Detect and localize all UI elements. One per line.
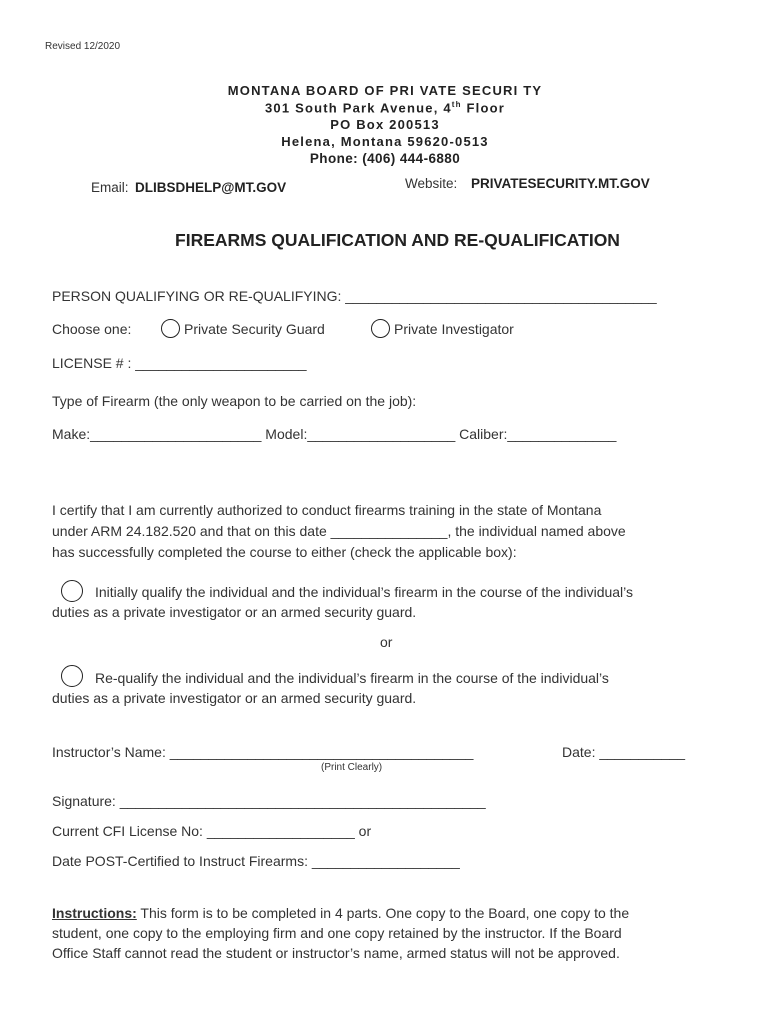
instructions-line-1	[52, 905, 629, 921]
address-line-3: Helena, Montana 59620-0513	[281, 134, 489, 149]
signature-field[interactable]: Signature: _______________________________________________	[52, 793, 486, 809]
license-field[interactable]: LICENSE # : ______________________	[52, 355, 307, 371]
option-requalify-line-2: duties as a private investigator or an armed security guard.	[52, 690, 417, 706]
firearm-type-label: Type of Firearm (the only weapon to be carried on the job):	[52, 393, 417, 409]
revised-date: Revised 12/2020	[45, 41, 121, 52]
website-label: Website:	[405, 176, 458, 191]
website-value: PRIVATESECURITY.MT.GOV	[471, 176, 650, 191]
certify-line-2: under ARM 24.182.520 and that on this date _______________, the individual named above	[52, 523, 626, 539]
person-qualifying-field[interactable]: PERSON QUALIFYING OR RE-QUALIFYING: ________________________________________	[52, 288, 657, 304]
form-title: FIREARMS QUALIFICATION AND RE-QUALIFICATION	[175, 230, 620, 250]
option-investigator-label: Private Investigator	[394, 321, 514, 337]
radio-private-security-guard[interactable]	[161, 319, 180, 338]
date-field[interactable]: Date: ___________	[562, 744, 685, 760]
option-initial-line-2: duties as a private investigator or an armed security guard.	[52, 604, 417, 620]
phone: Phone: (406) 444-6880	[309, 151, 461, 166]
post-certified-date-field[interactable]: Date POST-Certified to Instruct Firearms: ___________________	[52, 853, 460, 869]
or-separator: or	[380, 634, 393, 650]
instructions-text-1: This form is to be completed in 4 parts. One copy to the Board, one copy to the	[136, 905, 630, 921]
email-value: DLIBSDHELP@MT.GOV	[135, 180, 287, 195]
address-line-1: 301 South Park Avenue, 4th Floor	[264, 100, 506, 116]
radio-private-investigator[interactable]	[371, 319, 390, 338]
email-label: Email:	[91, 180, 129, 195]
certify-line-1: I certify that I am currently authorized to conduct firearms training in the state of Montana	[52, 502, 602, 518]
address-line-2: PO Box 200513	[330, 117, 440, 132]
certify-line-3: has successfully completed the course to either (check the applicable box):	[52, 544, 517, 560]
radio-initial-qualify[interactable]	[61, 580, 83, 602]
choose-one-label: Choose one:	[52, 321, 132, 337]
radio-re-qualify[interactable]	[61, 665, 83, 687]
option-requalify-line-1: Re-qualify the individual and the individual’s firearm in the course of the individual’s	[95, 670, 609, 686]
option-initial-line-1: Initially qualify the individual and the individual’s firearm in the course of the individual’s	[95, 584, 634, 600]
make-model-caliber-fields[interactable]: Make:______________________ Model:___________________ Caliber:______________	[52, 426, 617, 442]
option-guard-label: Private Security Guard	[184, 321, 325, 337]
org-name: MONTANA BOARD OF PRI VATE SECURI TY	[227, 83, 543, 98]
instructions-line-3: Office Staff cannot read the student or instructor’s name, armed status will not be approved.	[52, 945, 620, 961]
instructions-heading: Instructions:	[52, 905, 137, 921]
instructions-line-2: student, one copy to the employing firm and one copy retained by the instructor. If the Board	[52, 925, 622, 941]
print-clearly-hint: (Print Clearly)	[321, 762, 383, 773]
cfi-license-field[interactable]: Current CFI License No: ___________________ or	[52, 823, 372, 839]
instructor-name-field[interactable]: Instructor’s Name: _______________________________________	[52, 744, 474, 760]
